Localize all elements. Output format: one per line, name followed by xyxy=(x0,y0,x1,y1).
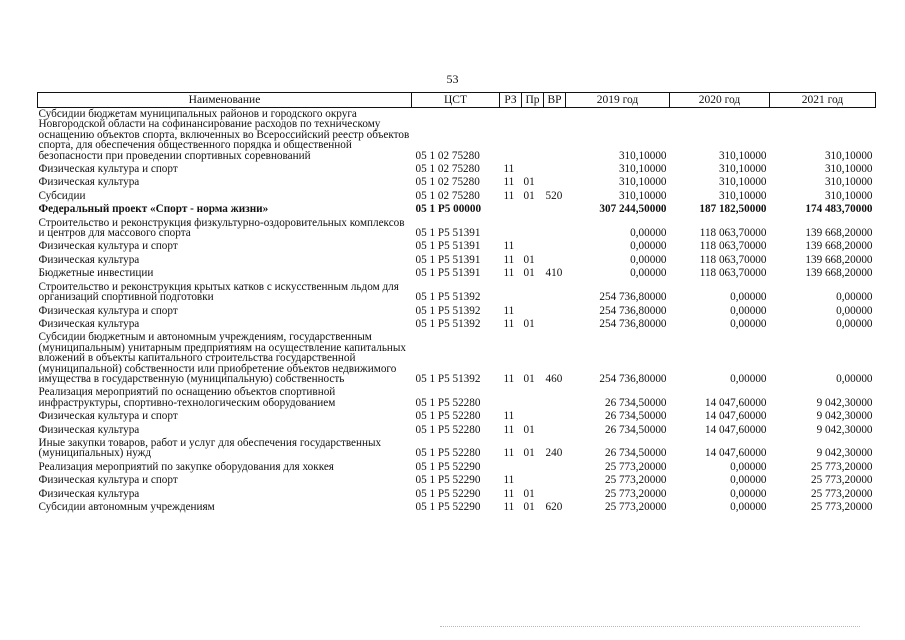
table-row xyxy=(38,474,876,487)
cell-pr: 01 xyxy=(523,189,535,202)
cell-name: Физическая культура xyxy=(38,487,140,500)
cell-cst: 05 1 P5 51391 xyxy=(415,267,481,280)
cell-2021: 310,10000 xyxy=(824,163,873,176)
cell-cst: 05 1 P5 51391 xyxy=(415,227,481,240)
cell-vr xyxy=(544,254,566,267)
table-header xyxy=(38,93,876,108)
cell-name: Федеральный проект «Спорт - норма жизни» xyxy=(38,203,269,216)
cell-name: Бюджетные инвестиции xyxy=(38,267,154,280)
cell-2019: 307 244,50000 xyxy=(599,203,667,216)
cell-vr: 410 xyxy=(545,267,563,280)
cell-2020: 310,10000 xyxy=(718,149,767,162)
cell-2020: 14 047,60000 xyxy=(704,447,767,460)
table-row xyxy=(38,281,876,305)
cell-rz: 11 xyxy=(503,189,515,202)
cell-2021: 9 042,30000 xyxy=(816,410,873,423)
cell-2020: 118 063,70000 xyxy=(699,253,767,266)
cell-pr: 01 xyxy=(523,372,535,385)
cell-2020: 310,10000 xyxy=(718,189,767,202)
cell-2020: 0,00000 xyxy=(730,304,767,317)
cell-rz: 11 xyxy=(503,487,515,500)
cell-name: Физическая культура и спорт xyxy=(38,410,178,423)
cell-name: Иные закупки товаров, работ и услуг для обеспечения государственных (муниципальных) нужд xyxy=(38,436,382,460)
cell-cst: 05 1 P5 52280 xyxy=(415,410,481,423)
cell-2020: 187 182,50000 xyxy=(699,203,767,216)
cell-vr xyxy=(544,386,566,410)
cell-2019: 254 736,80000 xyxy=(599,291,667,304)
table-row xyxy=(38,108,876,164)
cell-2019: 254 736,80000 xyxy=(599,304,667,317)
cell-name: Физическая культура xyxy=(38,253,140,266)
cell-rz: 11 xyxy=(503,163,515,176)
cell-pr: 01 xyxy=(523,447,535,460)
cell-2021: 25 773,20000 xyxy=(810,460,873,473)
table-row xyxy=(38,305,876,318)
cell-2020: 118 063,70000 xyxy=(699,227,767,240)
cell-name: Физическая культура xyxy=(38,176,140,189)
cell-name: Субсидии xyxy=(38,189,86,202)
table-row xyxy=(38,488,876,501)
cell-cst: 05 1 P5 52290 xyxy=(415,501,481,513)
cell-pr xyxy=(522,108,544,164)
header-2021: 2021 год xyxy=(770,93,876,108)
table-row xyxy=(38,410,876,423)
cell-2019: 25 773,20000 xyxy=(604,501,667,513)
cell-pr xyxy=(522,217,544,241)
cell-pr xyxy=(522,410,544,423)
header-2020: 2020 год xyxy=(670,93,770,108)
cell-2021: 25 773,20000 xyxy=(810,474,873,487)
cell-cst: 05 1 P5 51392 xyxy=(415,291,481,304)
cell-vr xyxy=(544,474,566,487)
cell-cst: 05 1 P5 52290 xyxy=(415,487,481,500)
cell-rz: 11 xyxy=(503,253,515,266)
header-row xyxy=(38,93,876,108)
table-row xyxy=(38,331,876,386)
cell-rz: 11 xyxy=(503,372,515,385)
cell-pr: 01 xyxy=(523,317,535,330)
cell-2019: 25 773,20000 xyxy=(604,460,667,473)
table-row xyxy=(38,217,876,241)
cell-cst: 05 1 02 75280 xyxy=(415,176,480,189)
cell-vr xyxy=(544,176,566,189)
cell-cst: 05 1 P5 52290 xyxy=(415,460,481,473)
cell-2020: 118 063,70000 xyxy=(699,240,767,253)
cell-rz xyxy=(500,281,522,305)
cell-2021: 0,00000 xyxy=(836,304,873,317)
cell-pr: 01 xyxy=(523,487,535,500)
cell-cst: 05 1 P5 51391 xyxy=(415,240,481,253)
cell-rz: 11 xyxy=(503,474,515,487)
cell-vr xyxy=(544,488,566,501)
table-body xyxy=(38,108,876,515)
cell-2020: 0,00000 xyxy=(730,291,767,304)
header-vr: ВР xyxy=(544,93,566,108)
cell-name: Физическая культура и спорт xyxy=(38,163,178,176)
cell-2019: 0,00000 xyxy=(630,240,667,253)
cell-vr xyxy=(544,424,566,437)
scan-artifact-dots xyxy=(440,626,860,631)
header-rz: РЗ xyxy=(500,93,522,108)
cell-vr xyxy=(544,461,566,474)
budget-table xyxy=(37,92,876,514)
cell-pr: 01 xyxy=(523,253,535,266)
cell-rz: 11 xyxy=(503,317,515,330)
cell-2020: 0,00000 xyxy=(730,317,767,330)
cell-rz: 11 xyxy=(503,501,515,513)
cell-vr xyxy=(544,410,566,423)
cell-cst: 05 1 02 75280 xyxy=(415,149,480,162)
cell-rz: 11 xyxy=(503,176,515,189)
cell-2020: 0,00000 xyxy=(730,372,767,385)
cell-2019: 310,10000 xyxy=(618,163,667,176)
cell-2019: 26 734,50000 xyxy=(604,396,667,409)
cell-vr: 460 xyxy=(545,372,563,385)
cell-2021: 0,00000 xyxy=(836,372,873,385)
table-row xyxy=(38,163,876,176)
cell-2019: 254 736,80000 xyxy=(599,317,667,330)
cell-2019: 25 773,20000 xyxy=(604,487,667,500)
cell-rz xyxy=(500,108,522,164)
cell-2021: 25 773,20000 xyxy=(810,501,873,513)
cell-vr xyxy=(544,318,566,331)
cell-cst: 05 1 P5 52280 xyxy=(415,447,481,460)
cell-pr: 01 xyxy=(523,423,535,436)
cell-2019: 26 734,50000 xyxy=(604,447,667,460)
cell-2021: 139 668,20000 xyxy=(805,240,873,253)
table-row xyxy=(38,267,876,280)
cell-pr xyxy=(522,240,544,253)
cell-2020: 118 063,70000 xyxy=(699,267,767,280)
cell-2021: 0,00000 xyxy=(836,291,873,304)
cell-cst: 05 1 02 75280 xyxy=(415,163,480,176)
table-row xyxy=(38,176,876,189)
cell-2019: 0,00000 xyxy=(630,267,667,280)
cell-name: Реализация мероприятий по оснащению объектов спортивной инфраструктуры, спортивно-технологическим оборудованием xyxy=(38,386,336,409)
cell-name: Физическая культура и спорт xyxy=(38,240,178,253)
cell-vr xyxy=(544,281,566,305)
cell-rz xyxy=(500,461,522,474)
cell-pr: 01 xyxy=(523,501,535,513)
cell-pr: 01 xyxy=(523,267,535,280)
table-row xyxy=(38,240,876,253)
cell-name: Субсидии автономным учреждениям xyxy=(38,501,215,513)
cell-2021: 310,10000 xyxy=(824,176,873,189)
cell-cst: 05 1 P5 51391 xyxy=(415,253,481,266)
cell-vr xyxy=(544,305,566,318)
cell-2021: 174 483,70000 xyxy=(805,203,873,216)
cell-2020: 0,00000 xyxy=(730,501,767,513)
page-number: 53 xyxy=(446,72,459,86)
cell-vr xyxy=(544,217,566,241)
cell-vr xyxy=(544,240,566,253)
cell-2020: 0,00000 xyxy=(730,460,767,473)
cell-2020: 14 047,60000 xyxy=(704,423,767,436)
cell-cst: 05 1 P5 51392 xyxy=(415,317,481,330)
cell-2021: 139 668,20000 xyxy=(805,227,873,240)
cell-cst: 05 1 P5 52290 xyxy=(415,474,481,487)
cell-2019: 26 734,50000 xyxy=(604,410,667,423)
cell-name: Строительство и реконструкция физкультурно-оздоровительных комплексов и центров для массового спорта xyxy=(38,216,405,240)
cell-name: Физическая культура xyxy=(38,423,140,436)
cell-pr xyxy=(522,474,544,487)
cell-2021: 139 668,20000 xyxy=(805,267,873,280)
cell-2021: 310,10000 xyxy=(824,189,873,202)
cell-2019: 310,10000 xyxy=(618,189,667,202)
header-2019: 2019 год xyxy=(566,93,670,108)
cell-name: Реализация мероприятий по закупке оборудования для хоккея xyxy=(38,460,334,473)
cell-2020: 310,10000 xyxy=(718,176,767,189)
cell-vr: 240 xyxy=(545,447,563,460)
table-row xyxy=(38,501,876,514)
cell-name: Физическая культура и спорт xyxy=(38,474,178,487)
table-row xyxy=(38,318,876,331)
cell-2020: 310,10000 xyxy=(718,163,767,176)
cell-2020: 0,00000 xyxy=(730,474,767,487)
cell-2020: 14 047,60000 xyxy=(704,410,767,423)
cell-rz xyxy=(500,217,522,241)
cell-name: Строительство и реконструкция крытых катков с искусственным льдом для организаций спортивной подготовки xyxy=(38,280,399,304)
cell-rz xyxy=(500,203,522,216)
cell-2021: 9 042,30000 xyxy=(816,423,873,436)
cell-cst: 05 1 02 75280 xyxy=(415,189,480,202)
cell-2019: 25 773,20000 xyxy=(604,474,667,487)
cell-2021: 9 042,30000 xyxy=(816,447,873,460)
cell-vr xyxy=(544,108,566,164)
table-row xyxy=(38,203,876,216)
header-cst: ЦСТ xyxy=(412,93,500,108)
cell-2021: 310,10000 xyxy=(824,149,873,162)
cell-2019: 0,00000 xyxy=(630,253,667,266)
cell-pr xyxy=(522,305,544,318)
cell-2021: 139 668,20000 xyxy=(805,253,873,266)
cell-pr xyxy=(522,163,544,176)
table-row xyxy=(38,190,876,203)
cell-cst: 05 1 P5 52280 xyxy=(415,423,481,436)
table-row xyxy=(38,437,876,461)
header-name: Наименование xyxy=(38,93,412,108)
cell-rz: 11 xyxy=(503,304,515,317)
cell-name: Субсидии бюджетным и автономным учреждениям, государственным (муниципальным) унитарным предприятиям на осуществление капитальных вложений в объекты капитального строительства государственной (муниципальной) собственности или приобретение объектов недвижимого имущества в государственную (муниципальную) собственность xyxy=(38,331,407,385)
cell-2019: 310,10000 xyxy=(618,176,667,189)
cell-cst: 05 1 P5 52280 xyxy=(415,396,481,409)
cell-rz: 11 xyxy=(503,240,515,253)
cell-pr xyxy=(522,281,544,305)
cell-pr xyxy=(522,386,544,410)
cell-name: Субсидии бюджетам муниципальных районов и городского округа Новгородской области на софинансирование расходов по техническому оснащению объектов спорта, включенных во Всероссийский реестр объектов спорта, для обеспечения общественного порядка и общественной безопасности при проведении спортивных соревнований xyxy=(38,108,410,162)
cell-cst: 05 1 P5 51392 xyxy=(415,372,481,385)
cell-name: Физическая культура и спорт xyxy=(38,304,178,317)
cell-rz: 11 xyxy=(503,447,515,460)
cell-rz: 11 xyxy=(503,267,515,280)
cell-2021: 9 042,30000 xyxy=(816,396,873,409)
cell-cst: 05 1 P5 00000 xyxy=(415,203,482,216)
cell-vr xyxy=(544,203,566,216)
cell-rz xyxy=(500,386,522,410)
table-row xyxy=(38,461,876,474)
cell-rz: 11 xyxy=(503,410,515,423)
table-row xyxy=(38,424,876,437)
cell-2019: 26 734,50000 xyxy=(604,423,667,436)
cell-pr: 01 xyxy=(523,176,535,189)
cell-2021: 0,00000 xyxy=(836,317,873,330)
table-row xyxy=(38,254,876,267)
cell-2021: 25 773,20000 xyxy=(810,487,873,500)
cell-2019: 254 736,80000 xyxy=(599,372,667,385)
cell-pr xyxy=(522,461,544,474)
header-pr: Пр xyxy=(522,93,544,108)
cell-pr xyxy=(522,203,544,216)
table-row xyxy=(38,386,876,410)
cell-name: Физическая культура xyxy=(38,317,140,330)
cell-2019: 310,10000 xyxy=(618,149,667,162)
cell-vr: 520 xyxy=(545,189,563,202)
cell-2019: 0,00000 xyxy=(630,227,667,240)
cell-rz: 11 xyxy=(503,423,515,436)
cell-vr xyxy=(544,163,566,176)
cell-vr: 620 xyxy=(545,501,563,513)
cell-cst: 05 1 P5 51392 xyxy=(415,304,481,317)
cell-2020: 14 047,60000 xyxy=(704,396,767,409)
cell-2020: 0,00000 xyxy=(730,487,767,500)
